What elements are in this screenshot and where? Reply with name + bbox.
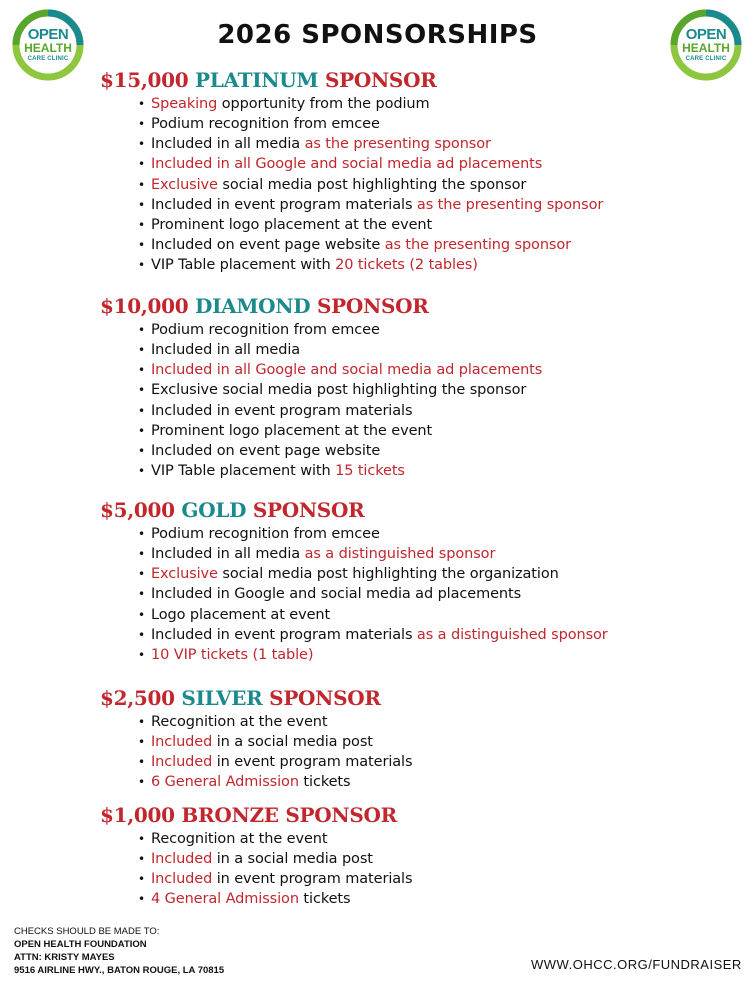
benefit-highlight: Speaking xyxy=(151,96,218,112)
benefit-text: Exclusive social media post highlighting the sponsor xyxy=(151,382,527,399)
benefit-item xyxy=(138,772,740,792)
benefit-text: in a social media post xyxy=(212,851,373,868)
benefit-highlight: 20 tickets (2 tables) xyxy=(335,257,478,274)
benefit-item xyxy=(138,564,740,584)
tier-sponsor-word: SPONSOR xyxy=(317,294,429,318)
benefit-text: in a social media post xyxy=(212,734,373,751)
tier-diamond xyxy=(100,292,740,481)
benefit-item xyxy=(138,829,740,849)
benefit-text: in event program materials xyxy=(212,871,413,888)
tier-amount: $5,000 xyxy=(100,498,175,522)
tier-level: PLATINUM xyxy=(195,68,319,92)
benefit-item xyxy=(138,401,740,421)
tier-heading xyxy=(100,66,740,94)
benefit-item xyxy=(138,235,740,255)
logo-text-clinic: CARE CLINIC xyxy=(27,56,69,62)
benefit-item xyxy=(138,584,740,604)
benefit-highlight: as the presenting sponsor xyxy=(416,196,604,213)
benefit-text: Included in all media xyxy=(151,136,305,153)
benefit-text: Recognition at the event xyxy=(151,714,328,730)
benefit-text: tickets xyxy=(298,891,351,908)
benefit-item xyxy=(138,114,740,134)
benefit-text: Included on event page website xyxy=(151,236,385,253)
benefit-highlight: Included in all Google and social media ad placements xyxy=(151,362,543,379)
benefit-text: Recognition at the event xyxy=(151,831,328,847)
tier-sponsor-word: SPONSOR xyxy=(324,68,437,92)
benefit-text: Included in event program materials xyxy=(151,402,413,419)
benefit-text: Logo placement at event xyxy=(151,606,331,623)
tier-level: GOLD xyxy=(181,498,247,522)
tier-heading xyxy=(100,292,740,320)
tier-sponsor-word: SPONSOR xyxy=(269,686,381,710)
benefit-list xyxy=(100,524,740,665)
benefit-text: Prominent logo placement at the event xyxy=(151,422,433,439)
benefit-item xyxy=(138,869,740,889)
checks-line: CHECKS SHOULD BE MADE TO: xyxy=(14,926,160,937)
tier-platinum xyxy=(100,66,740,275)
benefit-highlight: Included xyxy=(151,754,213,771)
benefit-text: VIP Table placement with xyxy=(151,257,336,274)
benefit-text: in event program materials xyxy=(212,754,413,771)
payee-line: OPEN HEALTH FOUNDATION xyxy=(14,939,147,950)
logo-text-clinic: CARE CLINIC xyxy=(685,56,727,62)
benefit-item xyxy=(138,340,740,360)
benefit-item xyxy=(138,625,740,645)
benefit-text: Included in all media xyxy=(151,342,301,359)
tier-heading xyxy=(100,684,740,712)
benefit-text: Podium recognition from emcee xyxy=(151,526,380,542)
benefit-list xyxy=(100,712,740,793)
benefit-text: Included in all media xyxy=(151,546,305,563)
benefit-item xyxy=(138,255,740,275)
benefit-text: tickets xyxy=(298,774,351,791)
benefit-text: Podium recognition from emcee xyxy=(151,116,380,133)
payment-instructions xyxy=(14,925,224,977)
address-line: 9516 AIRLINE HWY., BATON ROUGE, LA 70815 xyxy=(14,965,225,976)
tier-amount: $2,500 xyxy=(100,686,175,710)
benefit-highlight: 6 General Admission xyxy=(151,774,299,791)
benefit-item xyxy=(138,889,740,909)
tier-silver xyxy=(100,684,740,793)
fundraiser-url[interactable]: WWW.OHCC.ORG/FUNDRAISER xyxy=(531,957,742,972)
logo-text-health: HEALTH xyxy=(24,41,72,55)
benefit-text: opportunity from the podium xyxy=(217,96,430,112)
tier-amount: $15,000 xyxy=(100,68,189,92)
benefit-item xyxy=(138,175,740,195)
benefit-text: Included on event page website xyxy=(151,442,381,459)
benefit-highlight: Exclusive xyxy=(151,176,218,193)
benefit-item xyxy=(138,441,740,461)
benefit-highlight: 4 General Admission xyxy=(151,891,299,908)
benefit-item xyxy=(138,645,740,665)
benefit-item xyxy=(138,544,740,564)
benefit-item xyxy=(138,732,740,752)
tier-gold xyxy=(100,496,740,665)
tier-amount: $10,000 xyxy=(100,294,189,318)
benefit-list xyxy=(100,829,740,910)
benefit-highlight: Included in all Google and social media ad placements xyxy=(151,156,543,173)
benefit-item xyxy=(138,752,740,772)
tier-level: SILVER xyxy=(181,686,263,710)
benefit-item xyxy=(138,849,740,869)
attn-line: ATTN: KRISTY MAYES xyxy=(14,952,115,963)
benefit-item xyxy=(138,154,740,174)
benefit-highlight: Included xyxy=(151,851,213,868)
tier-heading xyxy=(100,496,740,524)
benefit-item xyxy=(138,524,740,544)
benefit-item xyxy=(138,605,740,625)
benefit-highlight: as the presenting sponsor xyxy=(384,236,571,253)
page-title: 2026 SPONSORSHIPS xyxy=(217,20,538,50)
benefit-text: Podium recognition from emcee xyxy=(151,322,380,338)
benefit-highlight: 15 tickets xyxy=(335,462,405,479)
logo-text-open: OPEN xyxy=(27,26,69,43)
benefit-item xyxy=(138,712,740,732)
benefit-text: Included in event program materials xyxy=(151,626,417,643)
tier-sponsor-word: SPONSOR xyxy=(285,803,397,827)
benefit-highlight: as a distinguished sponsor xyxy=(304,546,496,563)
benefit-text: social media post highlighting the sponsor xyxy=(217,176,527,193)
benefit-text: VIP Table placement with xyxy=(151,462,336,479)
benefit-item xyxy=(138,215,740,235)
benefit-item xyxy=(138,94,740,114)
benefit-list xyxy=(100,94,740,275)
benefit-item xyxy=(138,461,740,481)
benefit-item xyxy=(138,134,740,154)
tier-sponsor-word: SPONSOR xyxy=(252,498,365,522)
benefit-highlight: as the presenting sponsor xyxy=(304,136,491,153)
tier-level: DIAMOND xyxy=(195,294,311,318)
benefit-list xyxy=(100,320,740,481)
benefit-item xyxy=(138,421,740,441)
benefit-highlight: Exclusive xyxy=(151,566,218,583)
benefit-highlight: Included xyxy=(151,734,213,751)
benefit-highlight: Included xyxy=(151,871,213,888)
tier-heading xyxy=(100,801,740,829)
benefit-item xyxy=(138,380,740,400)
tier-amount: $1,000 xyxy=(100,803,175,827)
benefit-text: Included in Google and social media ad placements xyxy=(151,586,522,603)
benefit-text: social media post highlighting the organization xyxy=(217,566,559,583)
benefit-text: Included in event program materials xyxy=(151,196,417,213)
tier-bronze xyxy=(100,801,740,910)
logo-text-health: HEALTH xyxy=(682,41,730,55)
logo-text-open: OPEN xyxy=(685,26,727,43)
benefit-item xyxy=(138,360,740,380)
benefit-text: Prominent logo placement at the event xyxy=(151,216,433,233)
benefit-item xyxy=(138,320,740,340)
benefit-highlight: 10 VIP tickets (1 table) xyxy=(151,646,314,663)
benefit-highlight: as a distinguished sponsor xyxy=(416,626,608,643)
benefit-item xyxy=(138,195,740,215)
tier-level: BRONZE xyxy=(181,803,279,827)
